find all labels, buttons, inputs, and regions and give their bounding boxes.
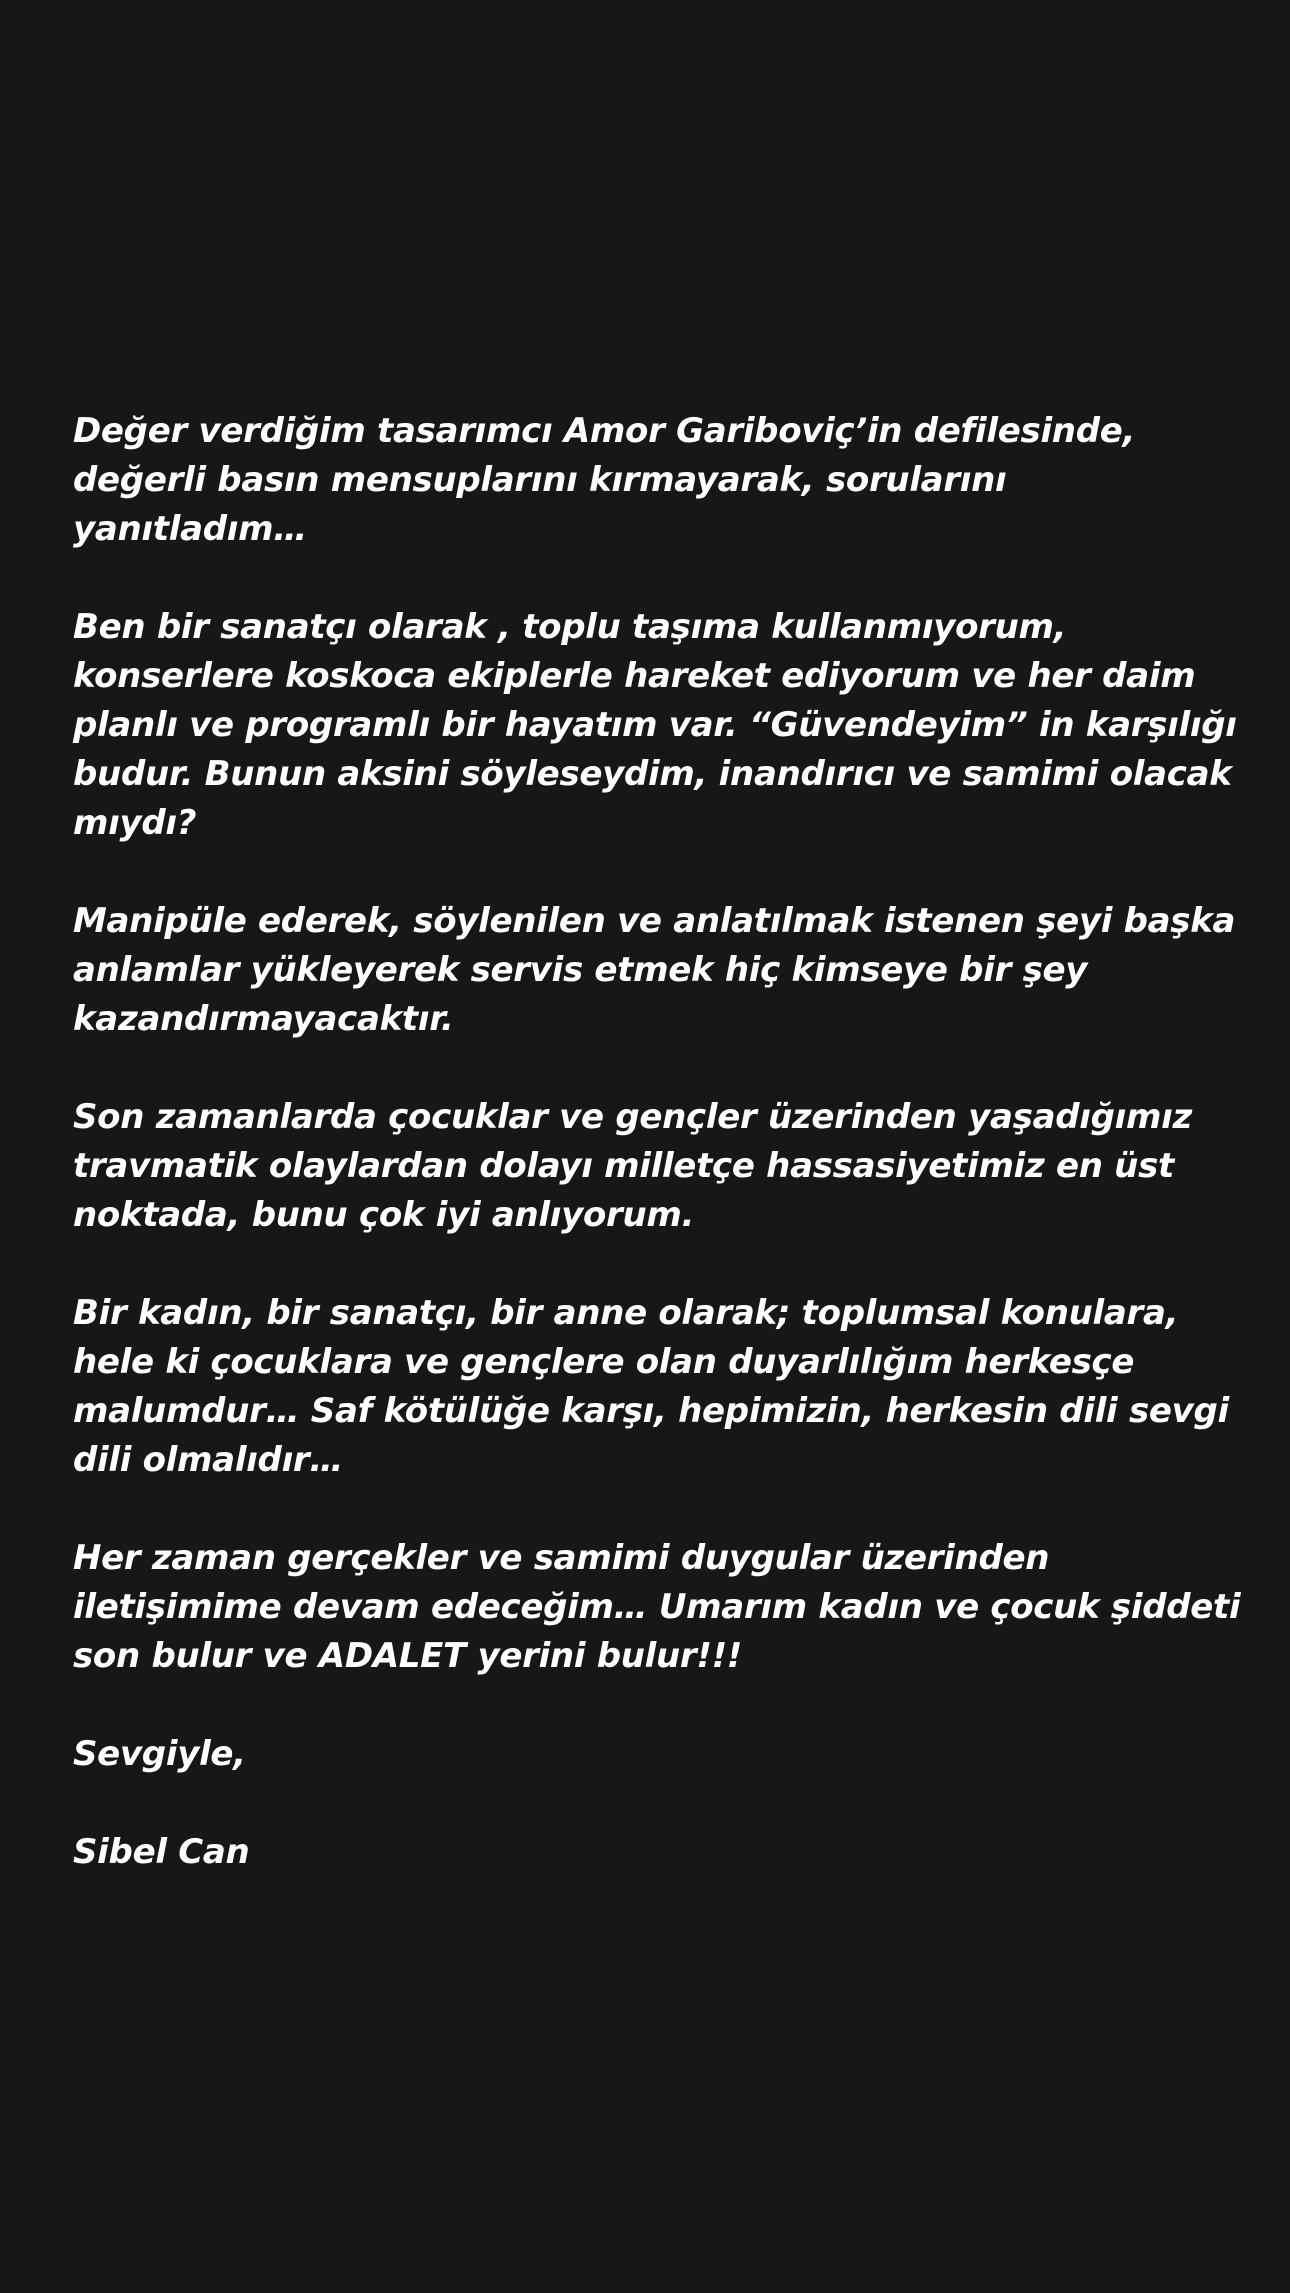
text-line: hele ki çocuklara ve gençlere olan duyarlılığım herkesçe xyxy=(73,1342,1135,1382)
paragraph-guvendeyim xyxy=(73,603,1237,848)
text-line: Son zamanlarda çocuklar ve gençler üzerinden yaşadığımız xyxy=(73,1097,1192,1137)
text-line: Sevgiyle, xyxy=(73,1734,246,1774)
signature-name xyxy=(73,1828,1233,1877)
paragraph-justice xyxy=(73,1534,1241,1681)
paragraph-sensitivity xyxy=(73,1093,1233,1240)
closing-salutation xyxy=(73,1730,1233,1779)
paragraph-defile xyxy=(73,407,1233,554)
text-line: yanıtladım… xyxy=(73,509,307,549)
text-line: değerli basın mensuplarını kırmayarak, sorularını xyxy=(73,460,1007,500)
text-line: Manipüle ederek, söylenilen ve anlatılmak istenen şeyi başka xyxy=(73,901,1236,941)
text-line: noktada, bunu çok iyi anlıyorum. xyxy=(73,1195,695,1235)
text-line: anlamlar yükleyerek servis etmek hiç kimseye bir şey xyxy=(73,950,1088,990)
text-line: planlı ve programlı bir hayatım var. “Güvendeyim” in karşılığı xyxy=(73,705,1237,745)
text-line: mıydı? xyxy=(73,803,197,843)
text-line: Her zaman gerçekler ve samimi duygular üzerinden xyxy=(73,1538,1050,1578)
text-line: iletişimime devam edeceğim… Umarım kadın ve çocuk şiddeti xyxy=(73,1587,1241,1627)
text-line: dili olmalıdır… xyxy=(73,1440,344,1480)
text-line: kazandırmayacaktır. xyxy=(73,999,454,1039)
text-line: travmatik olaylardan dolayı milletçe hassasiyetimiz en üst xyxy=(73,1146,1174,1186)
text-line: Ben bir sanatçı olarak , toplu taşıma kullanmıyorum, xyxy=(73,607,1067,647)
text-line: Değer verdiğim tasarımcı Amor Gariboviç’in defilesinde, xyxy=(73,411,1136,451)
paragraph-manipulation xyxy=(73,897,1236,1044)
text-line: budur. Bunun aksini söyleseydim, inandırıcı ve samimi olacak xyxy=(73,754,1232,794)
paragraph-woman-artist-mother xyxy=(73,1289,1233,1485)
text-line: Bir kadın, bir sanatçı, bir anne olarak; toplumsal konulara, xyxy=(73,1293,1179,1333)
text-line: konserlere koskoca ekiplerle hareket ediyorum ve her daim xyxy=(73,656,1196,696)
text-line: malumdur… Saf kötülüğe karşı, hepimizin, herkesin dili sevgi xyxy=(73,1391,1229,1431)
statement-text xyxy=(73,407,1241,1877)
text-line: Sibel Can xyxy=(73,1832,250,1872)
text-line: son bulur ve ADALET yerini bulur!!! xyxy=(73,1636,743,1676)
